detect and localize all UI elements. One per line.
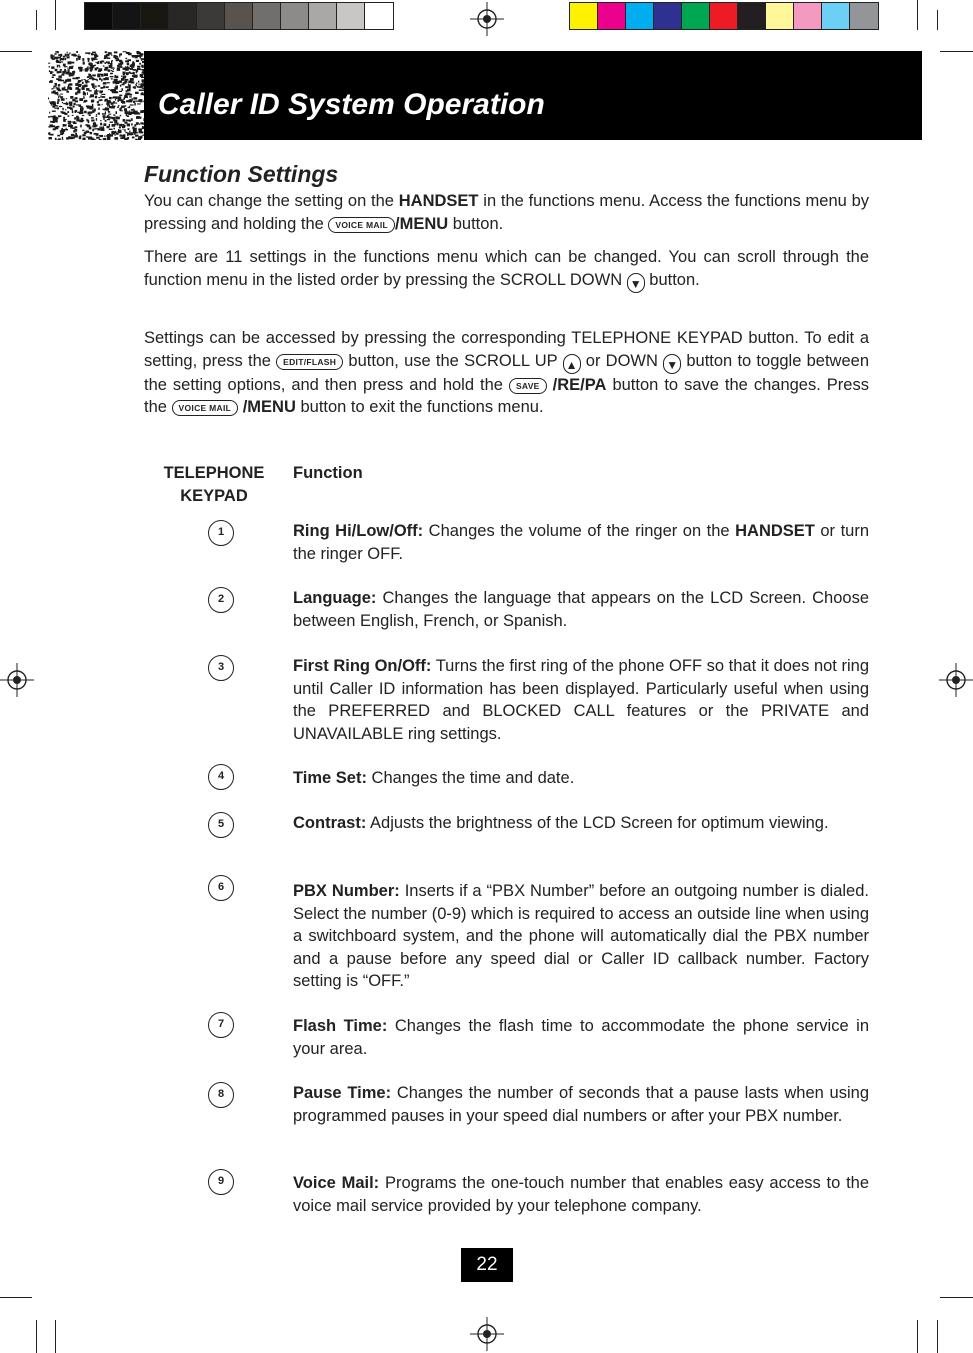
color-swatch — [654, 3, 682, 29]
color-swatch — [225, 3, 253, 29]
color-swatch — [822, 3, 850, 29]
color-swatch — [85, 3, 113, 29]
color-swatch — [794, 3, 822, 29]
page-number: 22 — [461, 1248, 513, 1282]
section-title: Function Settings — [144, 161, 339, 187]
keypad-key-icon: 9 — [208, 1169, 234, 1195]
registration-mark-icon — [939, 663, 973, 697]
grayscale-calibration-bar — [84, 2, 394, 30]
color-swatch — [850, 3, 878, 29]
edit-flash-key-icon: EDIT/FLASH — [276, 354, 343, 370]
registration-mark-icon — [470, 2, 504, 36]
scroll-up-key-icon: ▲ — [563, 354, 581, 374]
color-swatch — [682, 3, 710, 29]
color-swatch — [766, 3, 794, 29]
color-swatch — [365, 3, 393, 29]
color-swatch — [710, 3, 738, 29]
keypad-key-icon: 3 — [208, 655, 234, 681]
voice-mail-key-icon: VOICE MAIL — [172, 400, 239, 416]
save-key-icon: SAVE — [509, 378, 547, 394]
keypad-key-icon: 1 — [208, 520, 234, 546]
color-swatch — [598, 3, 626, 29]
color-swatch — [253, 3, 281, 29]
color-swatch — [626, 3, 654, 29]
page-title: Caller ID System Operation — [158, 88, 545, 121]
intro-paragraph-2: There are 11 settings in the functions menu which can be changed. You can scroll through the function menu in the listed order by pressing the SCROLL DOWN ▼ button. — [144, 248, 869, 291]
column-header-keypad: TELEPHONE KEYPAD — [163, 464, 265, 505]
scroll-down-key-icon: ▼ — [627, 273, 645, 293]
keypad-key-icon: 6 — [208, 875, 234, 901]
keypad-key-icon: 8 — [208, 1082, 234, 1108]
keypad-key-icon: 7 — [208, 1012, 234, 1038]
color-swatch — [113, 3, 141, 29]
column-header-function: Function — [293, 464, 363, 482]
color-swatch — [309, 3, 337, 29]
keypad-key-icon: 5 — [208, 812, 234, 838]
color-calibration-bar — [569, 2, 879, 30]
speckle-pattern-icon — [48, 51, 144, 140]
registration-mark-icon — [470, 1317, 504, 1351]
color-swatch — [169, 3, 197, 29]
keypad-key-icon: 2 — [208, 587, 234, 613]
intro-paragraph-3: Settings can be accessed by pressing the corresponding TELEPHONE KEYPAD button. To edit a setting, press the EDIT/FLASH button, use the SCROLL UP ▲ or DOWN ▼ button to toggle between the setting options, and then press and hold the SAVE /RE/PA button to save the changes. Press the VOICE MAIL /MENU button to exit the functions menu. — [144, 329, 869, 417]
color-swatch — [197, 3, 225, 29]
keypad-key-icon: 4 — [208, 764, 234, 790]
color-swatch — [738, 3, 766, 29]
color-swatch — [281, 3, 309, 29]
voice-mail-key-icon: VOICE MAIL — [328, 217, 395, 233]
registration-mark-icon — [0, 663, 34, 697]
color-swatch — [570, 3, 598, 29]
color-swatch — [337, 3, 365, 29]
color-swatch — [141, 3, 169, 29]
intro-paragraph-1: You can change the setting on the HANDSET in the functions menu. Access the functions menu by pressing and holding the VOICE MAIL /MENU button. — [144, 192, 869, 233]
scroll-down-key-icon: ▼ — [663, 354, 681, 374]
